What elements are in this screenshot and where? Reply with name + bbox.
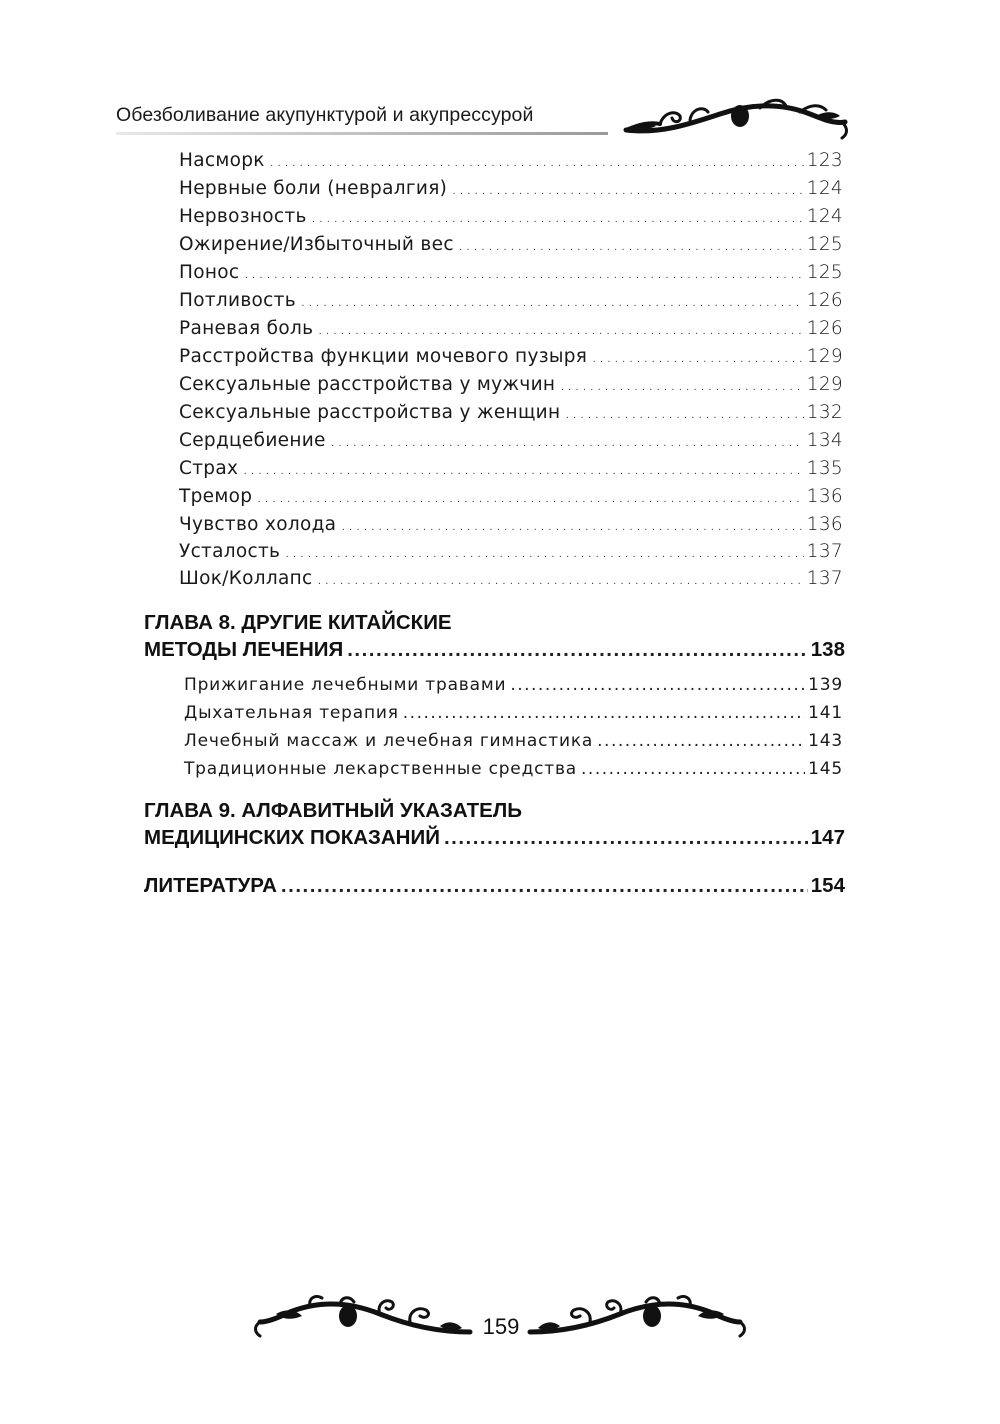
floral-ornament-icon — [250, 1292, 475, 1342]
page-number: 159 — [482, 1314, 520, 1339]
toc-entry-title: Прижигание лечебными травами — [184, 675, 507, 695]
toc-entry[interactable] — [179, 318, 843, 339]
leader-dots — [451, 178, 804, 199]
toc-entry-title: Потливость — [179, 290, 296, 311]
toc-entry-page: 132 — [806, 402, 843, 423]
toc-entry-page: 126 — [806, 290, 843, 311]
literature-entry[interactable] — [144, 874, 845, 898]
leader-dots — [597, 731, 805, 751]
toc-entry-page: 147 — [810, 826, 845, 849]
toc-entry[interactable] — [179, 206, 843, 227]
toc-entry-page: 129 — [806, 374, 843, 395]
toc-entry[interactable] — [179, 486, 843, 507]
leader-dots — [581, 759, 805, 779]
toc-entry-title: Насморк — [179, 150, 265, 171]
toc-entry-title: Сердцебиение — [179, 430, 326, 451]
toc-entry-page: 124 — [806, 178, 843, 199]
toc-entry-page: 129 — [806, 346, 843, 367]
chapter-8-entry[interactable] — [144, 638, 845, 662]
toc-entry-page: 125 — [806, 234, 843, 255]
toc-entry-title: ЛИТЕРАТУРА — [144, 874, 277, 897]
toc-entry-page: 141 — [808, 703, 843, 723]
leader-dots — [281, 874, 808, 898]
floral-ornament-icon — [620, 94, 860, 142]
toc-entry[interactable] — [184, 759, 843, 779]
toc-entry-title: Сексуальные расстройства у женщин — [179, 402, 561, 423]
toc-entry[interactable] — [179, 262, 843, 283]
toc-entry[interactable] — [179, 234, 843, 255]
toc-entry[interactable] — [179, 290, 843, 311]
toc-entry-page: 154 — [810, 874, 845, 897]
page-footer — [250, 1292, 750, 1352]
toc-entry-title: МЕТОДЫ ЛЕЧЕНИЯ — [144, 638, 344, 661]
toc-entry-page: 143 — [808, 731, 843, 751]
toc-entry-page: 126 — [806, 318, 843, 339]
floral-ornament-icon — [525, 1292, 750, 1342]
toc-entry-title: Лечебный массаж и лечебная гимнастика — [184, 731, 594, 751]
toc-entry[interactable] — [179, 458, 843, 479]
toc-entry-page: 123 — [806, 150, 843, 171]
toc-entry-title: Нервозность — [179, 206, 307, 227]
chapter-8-title-line1[interactable]: ГЛАВА 8. ДРУГИЕ КИТАЙСКИЕ — [144, 611, 452, 634]
toc-entry-title: Раневая боль — [179, 318, 314, 339]
toc-entry-page: 139 — [808, 675, 843, 695]
running-header — [116, 100, 856, 140]
leader-dots — [317, 318, 804, 339]
toc-entry-page: 137 — [806, 568, 843, 589]
toc-entry-title: Чувство холода — [179, 514, 337, 535]
toc-entry-title: Расстройства функции мочевого пузыря — [179, 346, 588, 367]
leader-dots — [510, 675, 805, 695]
leader-dots — [269, 150, 804, 171]
toc-entry-title: Ожирение/Избыточный вес — [179, 234, 454, 255]
toc-entry-page: 135 — [806, 458, 843, 479]
toc-entry-page: 137 — [806, 541, 843, 562]
leader-dots — [300, 290, 804, 311]
chapter-9-entry[interactable] — [144, 826, 845, 850]
header-rule — [116, 132, 608, 135]
toc-entry[interactable] — [179, 514, 843, 535]
toc-entry-page: 124 — [806, 206, 843, 227]
leader-dots — [243, 262, 803, 283]
toc-entry-title: Усталость — [179, 541, 281, 562]
toc-entry-title: Понос — [179, 262, 240, 283]
toc-entry[interactable] — [184, 731, 843, 751]
toc-entry[interactable] — [179, 402, 843, 423]
toc-entry-title: Тремор — [179, 486, 253, 507]
leader-dots — [311, 206, 804, 227]
toc-entry[interactable] — [184, 703, 843, 723]
toc-entry[interactable] — [179, 178, 843, 199]
leader-dots — [347, 638, 808, 662]
leader-dots — [284, 541, 804, 562]
toc-entry-title: МЕДИЦИНСКИХ ПОКАЗАНИЙ — [144, 826, 440, 849]
toc-entry-title: Дыхательная терапия — [184, 703, 399, 723]
leader-dots — [458, 234, 804, 255]
toc-entry-page: 145 — [808, 759, 843, 779]
leader-dots — [559, 374, 803, 395]
toc-entry-page: 138 — [810, 638, 845, 661]
toc-entry[interactable] — [179, 541, 843, 562]
toc-entry[interactable] — [179, 374, 843, 395]
toc-entry-title: Шок/Коллапс — [179, 568, 313, 589]
chapter-9-title-line1[interactable]: ГЛАВА 9. АЛФАВИТНЫЙ УКАЗАТЕЛЬ — [144, 799, 522, 822]
leader-dots — [591, 346, 804, 367]
leader-dots — [564, 402, 803, 423]
leader-dots — [340, 514, 803, 535]
toc-entry[interactable] — [184, 675, 843, 695]
toc-entry[interactable] — [179, 568, 843, 589]
toc-entry-page: 136 — [806, 486, 843, 507]
leader-dots — [256, 486, 804, 507]
leader-dots — [330, 430, 804, 451]
running-title: Обезболивание акупунктурой и акупрессурой — [116, 104, 534, 126]
toc-entry[interactable] — [179, 150, 843, 171]
leader-dots — [444, 826, 808, 850]
toc-entry-page: 136 — [806, 514, 843, 535]
toc-entry[interactable] — [179, 430, 843, 451]
toc-entry-page: 134 — [806, 430, 843, 451]
leader-dots — [317, 568, 804, 589]
toc-entry-page: 125 — [806, 262, 843, 283]
toc-entry-title: Традиционные лекарственные средства — [184, 759, 578, 779]
toc-entry-title: Нервные боли (невралгия) — [179, 178, 448, 199]
leader-dots — [242, 458, 804, 479]
toc-entry[interactable] — [179, 346, 843, 367]
toc-entry-title: Сексуальные расстройства у мужчин — [179, 374, 556, 395]
toc-entry-title: Страх — [179, 458, 239, 479]
leader-dots — [403, 703, 805, 723]
